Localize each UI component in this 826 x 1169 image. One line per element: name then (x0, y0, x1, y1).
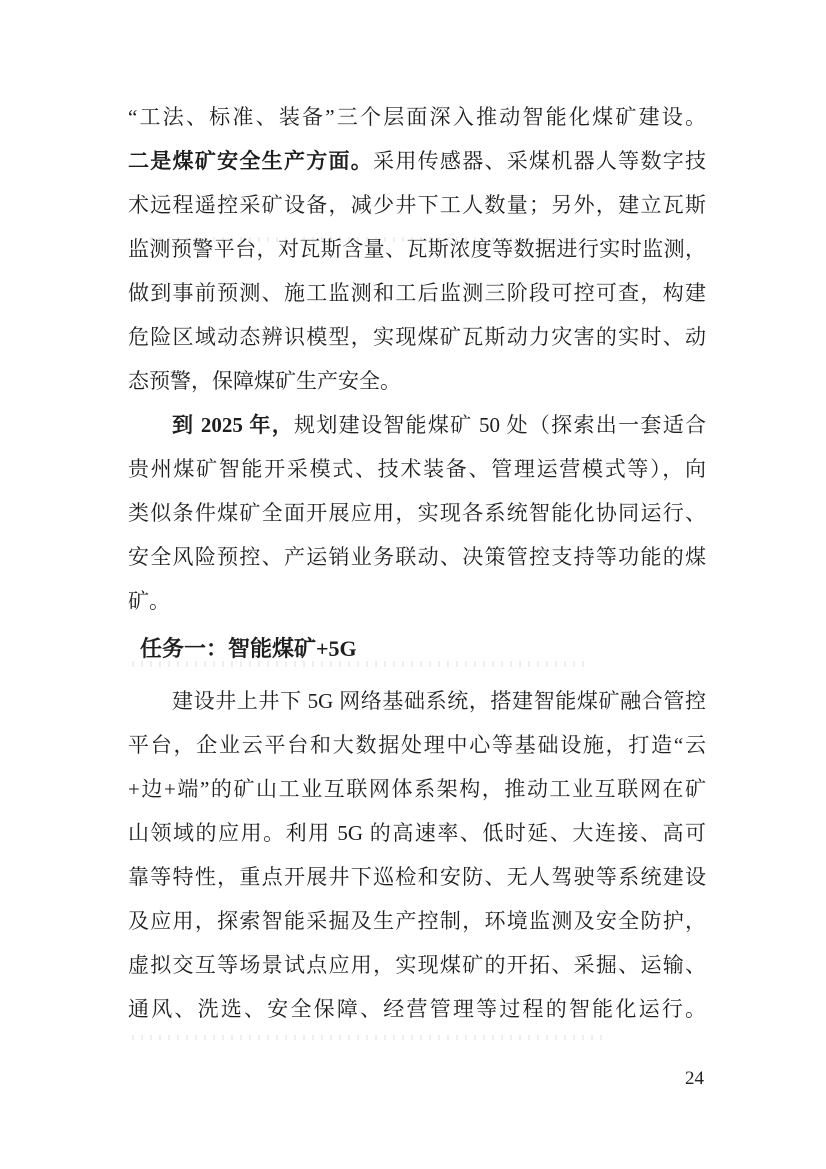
body-text-run: 矿。 (128, 589, 170, 613)
text-line (128, 491, 706, 535)
body-text-run: 建设井上井下 5G 网络基础系统，搭建智能煤矿融合管控 (172, 689, 706, 713)
bold-text-run: 到 2025 年， (172, 413, 295, 437)
text-line (128, 811, 706, 855)
body-text-run: 术远程遥控采矿设备，减少井下工人数量；另外，建立瓦斯 (128, 193, 706, 217)
paragraph-intro (128, 95, 706, 403)
text-line (128, 943, 706, 987)
body-text-run: 监测预警平台，对瓦斯含量、瓦斯浓度等数据进行实时监测， (128, 237, 706, 261)
document-body (128, 95, 706, 1031)
text-line (128, 183, 706, 227)
text-line (128, 447, 706, 491)
body-text-run: +边+端”的矿山工业互联网体系架构，推动工业互联网在矿 (128, 777, 706, 801)
task-one-heading (128, 627, 706, 671)
paragraph-task-one (128, 679, 706, 1031)
body-text-run: 通风、洗选、安全保障、经营管理等过程的智能化运行。 (128, 997, 706, 1021)
body-text-run: 平台，企业云平台和大数据处理中心等基础设施，打造“云 (128, 733, 706, 757)
text-line (128, 403, 706, 447)
scan-artifact (132, 1035, 602, 1040)
text-line (128, 987, 706, 1031)
body-text-run: 贵州煤矿智能开采模式、技术装备、管理运营模式等），向 (128, 457, 706, 481)
text-line (128, 767, 706, 811)
body-text-run: 态预警，保障煤矿生产安全。 (128, 369, 401, 393)
body-text-run: “工法、标准、装备”三个层面深入推动智能化煤矿建设。 (128, 105, 706, 129)
text-line (128, 579, 706, 623)
body-text-run: 做到事前预测、施工监测和工后监测三阶段可控可查，构建 (128, 281, 706, 305)
body-text-run: 虚拟交互等场景试点应用，实现煤矿的开拓、采掘、运输、 (128, 953, 706, 977)
text-line (128, 359, 706, 403)
body-text-run: 危险区域动态辨识模型，实现煤矿瓦斯动力灾害的实时、动 (128, 325, 706, 349)
text-line (128, 271, 706, 315)
text-line (128, 139, 706, 183)
body-text-run: 规划建设智能煤矿 50 处（探索出一套适合 (294, 413, 707, 437)
body-text-run: 靠等特性，重点开展井下巡检和安防、无人驾驶等系统建设 (128, 865, 706, 889)
text-line (128, 315, 706, 359)
bold-text-run: 二是煤矿安全生产方面。 (128, 149, 374, 173)
body-text-run: 采用传感器、采煤机器人等数字技 (373, 149, 707, 173)
heading-line (140, 627, 706, 671)
text-line (128, 723, 706, 767)
body-text-run: 及应用，探索智能采掘及生产控制，环境监测及安全防护， (128, 909, 706, 933)
text-line (128, 227, 706, 271)
text-line (128, 679, 706, 723)
body-text-run: 类似条件煤矿全面开展应用，实现各系统智能化协同运行、 (128, 501, 706, 525)
bold-text-run: 任务一：智能煤矿+5G (140, 636, 357, 661)
paragraph-2025-goal (128, 403, 706, 623)
body-text-run: 安全风险预控、产运销业务联动、决策管控支持等功能的煤 (128, 545, 706, 569)
page-number: 24 (685, 1068, 704, 1089)
text-line (128, 535, 706, 579)
body-text-run: 山领域的应用。利用 5G 的高速率、低时延、大连接、高可 (128, 821, 706, 845)
text-line (128, 899, 706, 943)
text-line (128, 855, 706, 899)
text-line (128, 95, 706, 139)
